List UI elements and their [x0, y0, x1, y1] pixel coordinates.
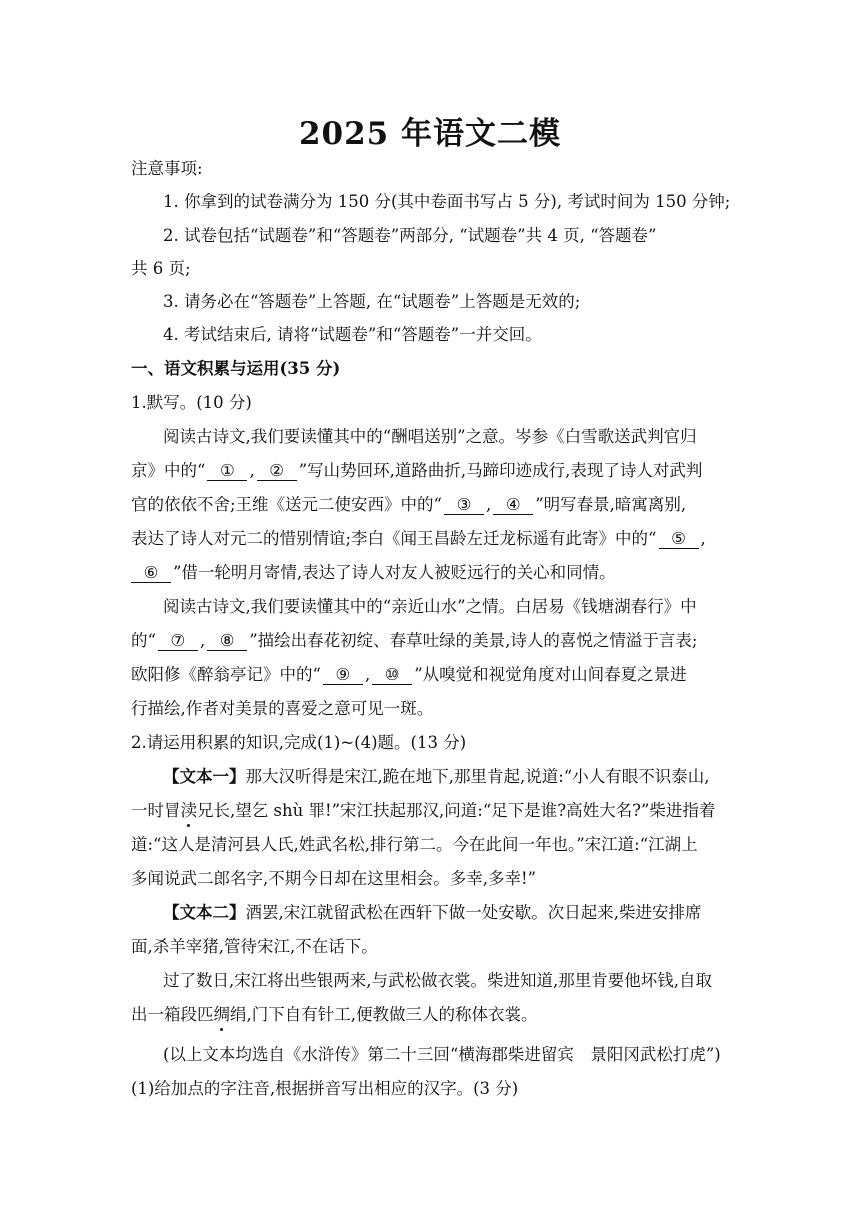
q1-text: 表达了诗人对元二的惜别情谊;李白《闻王昌龄左迁龙标遥有此寄》中的“ — [131, 529, 657, 548]
q1-text: ”描绘出春花初绽、春草吐绿的美景,诗人的喜悦之情溢于言表; — [249, 631, 698, 650]
text-1-line-2 — [131, 800, 731, 822]
dotted-char: 渎 — [180, 801, 197, 820]
blank-5[interactable]: ⑤ — [659, 530, 699, 549]
section-heading: 一、语文积累与运用(35 分) — [131, 359, 341, 378]
q1-paragraph-1-line-2 — [131, 460, 731, 482]
q1-text: ”明写春景,暗寓离别, — [535, 495, 687, 514]
q1-text: 京》中的“ — [131, 461, 206, 480]
question-1-title: 1.默写。(10 分) — [131, 393, 252, 412]
text-2-para-2-line-2 — [131, 1004, 731, 1026]
text-1-line-4: 多闻说武二郎名字,不期今日却在这里相会。多幸,多幸!” — [131, 869, 537, 888]
sub-question-1: (1)给加点的字注音,根据拼音写出相应的汉字。(3 分) — [131, 1079, 519, 1098]
q1-paragraph-2-line-2 — [131, 630, 731, 652]
q1-text: 官的依依不舍;王维《送元二使安西》中的“ — [131, 495, 442, 514]
source-note: (以上文本均选自《水浒传》第二十三回“横海郡柴进留宾 景阳冈武松打虎”) — [163, 1045, 721, 1064]
q1-paragraph-2-line-3 — [131, 664, 731, 686]
q1-text: 欧阳修《醉翁亭记》中的“ — [131, 665, 321, 684]
text-2-content: 绢,门下自有针工,便教做三人的称体衣裳。 — [230, 1005, 538, 1024]
blank-4[interactable]: ④ — [493, 496, 533, 515]
separator: , — [700, 529, 706, 548]
text-1-line-1 — [163, 766, 731, 788]
text-2-content: 出一箱段匹 — [131, 1005, 214, 1024]
q1-text: ”从嗅觉和视觉角度对山间春夏之景进 — [414, 665, 687, 684]
text-1-line-3: 道:“这人是清河县人氏,姓武名松,排行第二。今在此间一年也。”宋江道:“江湖上 — [131, 835, 698, 854]
notice-item-2-cont: 共 6 页; — [131, 259, 191, 278]
notice-item-2: 2. 试卷包括“试题卷”和“答题卷”两部分, “试题卷”共 4 页, “答题卷” — [163, 226, 657, 245]
q1-paragraph-1-line-3 — [131, 494, 731, 516]
q1-paragraph-1-line-4 — [131, 528, 731, 550]
q1-paragraph-1-line-1: 阅读古诗文,我们要读懂其中的“酬唱送别”之意。岑参《白雪歌送武判官归 — [163, 427, 697, 446]
text-1-content: 那大汉听得是宋江,跪在地下,那里肯起,说道:“小人有眼不识泰山, — [245, 767, 710, 786]
q1-paragraph-2-line-1: 阅读古诗文,我们要读懂其中的“亲近山水”之情。白居易《钱塘湖春行》中 — [163, 597, 697, 616]
text-2-content: 酒罢,宋江就留武松在西轩下做一处安歇。次日起来,柴进安排席 — [245, 903, 702, 922]
question-2-title: 2.请运用积累的知识,完成(1)~(4)题。(13 分) — [131, 733, 467, 752]
page-title: 2025 年语文二模 — [298, 116, 562, 152]
blank-9[interactable]: ⑨ — [323, 666, 363, 685]
text-1-content: 一时冒 — [131, 801, 181, 820]
dotted-char: 绸 — [213, 1005, 230, 1024]
text-1-label: 【文本一】 — [163, 767, 246, 786]
q1-text: ”写山势回环,道路曲折,马蹄印迹成行,表现了诗人对武判 — [298, 461, 703, 480]
text-2-para-2-line-1: 过了数日,宋江将出些银两来,与武松做衣裳。柴进知道,那里肯要他坏钱,自取 — [163, 971, 712, 990]
q1-text: ”借一轮明月寄情,表达了诗人对友人被贬远行的关心和同情。 — [173, 563, 616, 582]
text-2-line-2: 面,杀羊宰猪,管待宋江,不在话下。 — [131, 937, 378, 956]
notice-item-1: 1. 你拿到的试卷满分为 150 分(其中卷面书写占 5 分), 考试时间为 150 分钟; — [163, 192, 731, 211]
blank-7[interactable]: ⑦ — [158, 632, 198, 651]
separator: , — [364, 665, 371, 684]
separator: , — [199, 631, 206, 650]
q1-paragraph-2-line-4: 行描绘,作者对美景的喜爱之意可见一斑。 — [131, 699, 434, 718]
text-1-content: 兄长,望乞 shù 罪!”宋江扶起那汉,问道:“足下是谁?高姓大名?”柴进指着 — [197, 801, 716, 820]
blank-6[interactable]: ⑥ — [131, 564, 171, 583]
text-2-label: 【文本二】 — [163, 903, 246, 922]
blank-8[interactable]: ⑧ — [207, 632, 247, 651]
separator: , — [249, 461, 255, 480]
blank-3[interactable]: ③ — [444, 496, 484, 515]
notice-item-4: 4. 考试结束后, 请将“试题卷”和“答题卷”一并交回。 — [163, 325, 542, 344]
blank-2[interactable]: ② — [257, 462, 297, 481]
notice-heading: 注意事项: — [131, 159, 203, 178]
q1-paragraph-1-line-5 — [131, 562, 731, 584]
q1-text: 的“ — [131, 631, 156, 650]
text-2-line-1 — [163, 902, 731, 924]
notice-item-3: 3. 请务必在“答题卷”上答题, 在“试题卷”上答题是无效的; — [163, 292, 581, 311]
blank-10[interactable]: ⑩ — [372, 666, 412, 685]
blank-1[interactable]: ① — [207, 462, 247, 481]
separator: , — [486, 495, 492, 514]
